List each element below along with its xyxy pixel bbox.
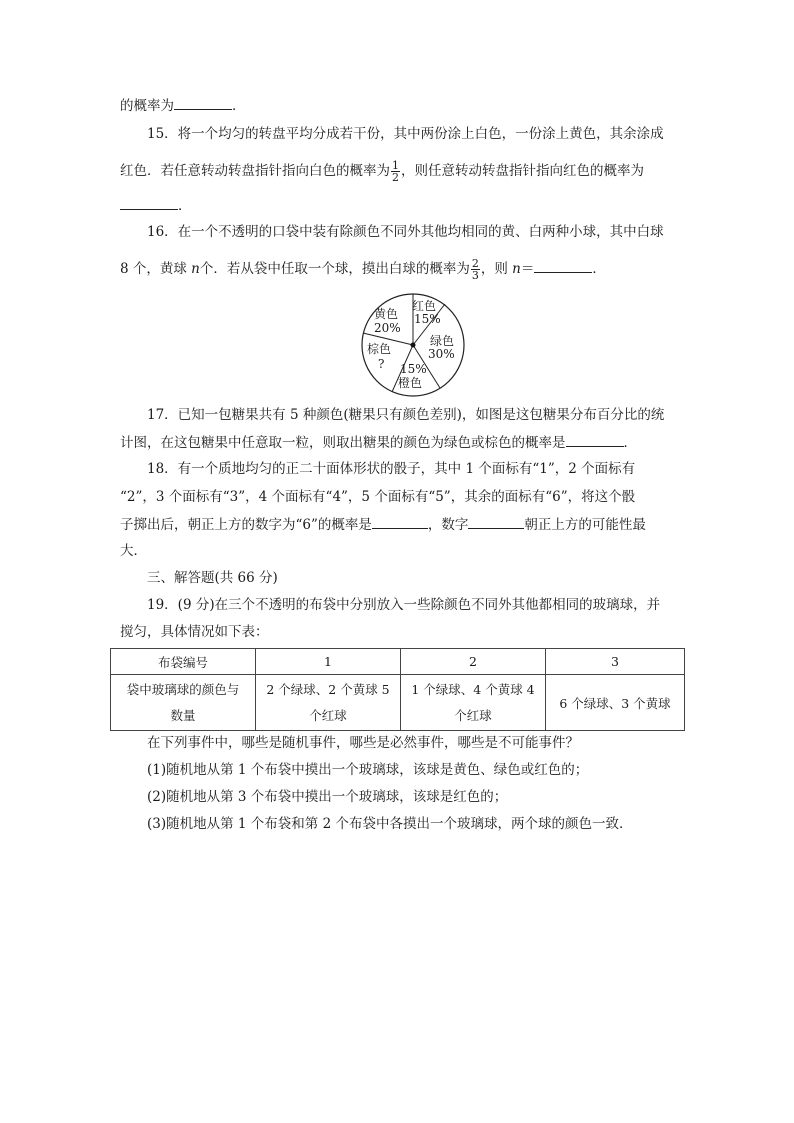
answer-blank: [468, 514, 524, 529]
q16-equals: ＝: [520, 261, 535, 277]
q17-suffix: ．: [623, 435, 637, 451]
q16-line2-b: 个．若从袋中任取一个球，摸出白球的概率为: [199, 261, 470, 277]
candy-pie-figure: [350, 290, 480, 400]
pie-label-brown: 棕色: [367, 342, 392, 356]
answer-blank: [534, 258, 592, 273]
variable-n: n: [512, 261, 521, 277]
q19-item: (1)随机地从第 1 个布袋中摸出一个玻璃球，该球是黄色、绿色或红色的；: [147, 762, 589, 778]
q14-tail: [120, 95, 246, 116]
pie-pct-yellow: 20%: [374, 321, 401, 335]
table-header-cell: 布袋编号: [111, 649, 256, 675]
bag2-line2: 个红球: [454, 707, 492, 723]
pie-pct-red: 15%: [414, 312, 441, 326]
table-header-cell: 3: [546, 649, 685, 675]
table-row: [111, 675, 685, 731]
pie-label-orange: 橙色: [398, 376, 423, 390]
bag1-line1: 2 个绿球、2 个黄球 5: [266, 681, 390, 697]
pie-pct-brown: ?: [378, 357, 385, 371]
answer-blank: [372, 514, 428, 529]
pie-label-green: 绿色: [430, 334, 455, 348]
q17-line1: 17．已知一包糖果共有 5 种颜色(糖果只有颜色差别)，如图是这包糖果分布百分比的统: [147, 407, 665, 423]
table-cell-bag1: [256, 675, 401, 731]
q18-line4: 大．: [120, 543, 147, 559]
pie-center-dot: [411, 343, 416, 348]
table-cell-bag2: [401, 675, 546, 731]
q18-line3-a: 子掷出后，朝正上方的数字为“6”的概率是: [120, 517, 372, 533]
frac-numerator: 1: [392, 159, 399, 172]
q19-line1: 19．(9 分)在三个不透明的布袋中分别放入一些除颜色不同外其他都相同的玻璃球，并: [147, 597, 661, 613]
q18-line1: 18．有一个质地均匀的正二十面体形状的骰子，其中 1 个面标有“1”，2 个面标有: [147, 461, 636, 477]
table-header-cell: 1: [256, 649, 401, 675]
row-label-line2: 数量: [170, 707, 196, 723]
q15-line2-a: 红色．若任意转动转盘指针指向白色的概率为: [120, 163, 390, 179]
variable-n: n: [191, 261, 200, 277]
q18-line3-b: ，数字: [427, 517, 469, 533]
q16-line2-a: 8 个，黄球: [120, 261, 192, 277]
bag-table: [110, 648, 685, 731]
q14-prefix: 的概率为: [120, 98, 174, 114]
pie-pct-orange: 15%: [400, 362, 427, 376]
q15-line2: [120, 160, 644, 183]
frac-denominator: 3: [471, 269, 479, 282]
pie-pct-green: 30%: [428, 347, 455, 361]
pie-label-yellow: 黄色: [374, 307, 399, 321]
table-cell-bag3: 6 个绿球、3 个黄球: [546, 675, 685, 731]
q19-question: 在下列事件中，哪些是随机事件，哪些是必然事件，哪些是不可能事件？: [147, 735, 579, 751]
q16-line1: 16．在一个不透明的口袋中装有除颜色不同外其他均相同的黄、白两种小球，其中白球: [147, 224, 664, 240]
q15-suffix: ．: [178, 198, 192, 214]
q15-line1: 15．将一个均匀的转盘平均分成若干份，其中两份涂上白色，一份涂上黄色，其余涂成: [147, 126, 664, 142]
q16-suffix: ．: [592, 261, 606, 277]
answer-blank: [566, 432, 624, 447]
q17-line2: [120, 432, 637, 453]
table-header-row: [111, 649, 685, 675]
row-label-line1: 袋中玻璃球的颜色与: [126, 681, 240, 697]
table-header-cell: 2: [401, 649, 546, 675]
q19-item: (2)随机地从第 3 个布袋中摸出一个玻璃球，该球是红色的；: [147, 789, 508, 805]
pie-label-red: 红色: [412, 299, 437, 313]
answer-blank: [120, 195, 178, 210]
frac-denominator: 2: [392, 171, 399, 184]
q16-line2: [120, 258, 606, 281]
answer-blank: [174, 95, 232, 110]
bag1-line2: 个红球: [309, 707, 347, 723]
q18-line2: “2”，3 个面标有“3”，4 个面标有“4”，5 个面标有“5”，其余的面标有“6”，将这个骰: [120, 489, 636, 505]
q19-line2: 搅匀，具体情况如下表：: [120, 624, 269, 640]
bag2-line1: 1 个绿球、4 个黄球 4: [411, 681, 535, 697]
fraction-two-thirds: [471, 258, 480, 281]
q17-line2-text: 计图，在这包糖果中任意取一粒，则取出糖果的颜色为绿色或棕色的概率是: [120, 435, 566, 451]
q15-line3: [120, 195, 192, 216]
q19-item: (3)随机地从第 1 个布袋和第 2 个布袋中各摸出一个玻璃球，两个球的颜色一致．: [147, 816, 633, 832]
q15-line2-b: ，则任意转动转盘指针指向红色的概率为: [401, 163, 644, 179]
q16-line2-c: ，则: [480, 261, 513, 277]
q18-line3-c: 朝正上方的可能性最: [524, 517, 646, 533]
table-row-label: [111, 675, 256, 731]
frac-numerator: 2: [471, 257, 479, 270]
fraction-one-half: [391, 160, 400, 183]
q18-line3: [120, 514, 646, 535]
q14-suffix: ．: [232, 98, 246, 114]
section-heading: 三、解答题(共 66 分): [147, 570, 278, 586]
